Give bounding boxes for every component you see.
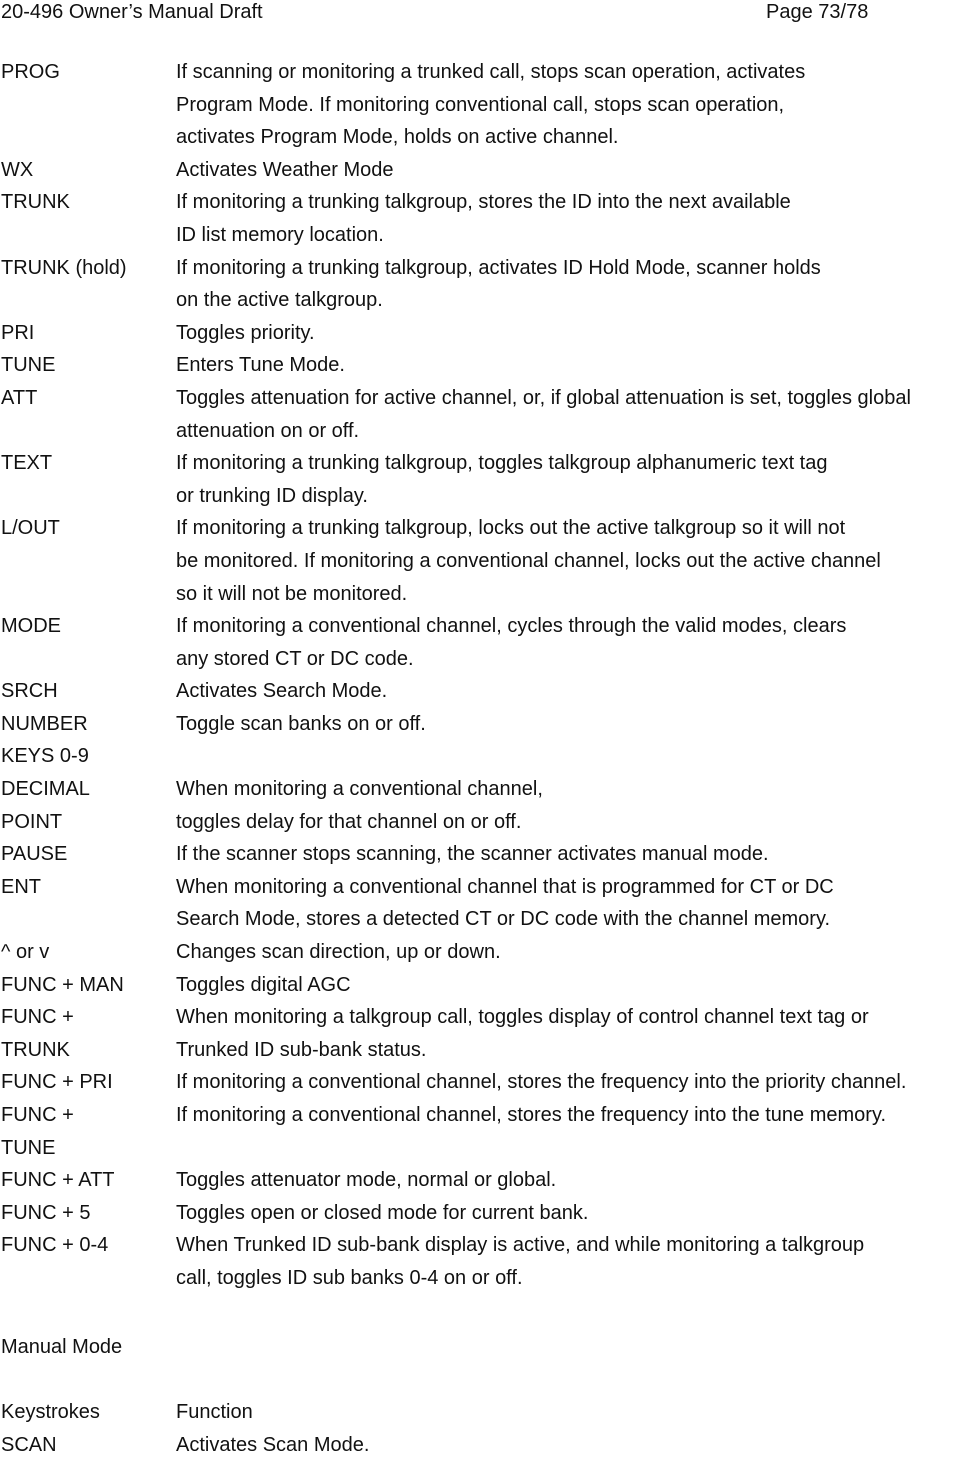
table-row <box>0 1164 967 1197</box>
table-row <box>0 480 967 513</box>
keystroke-label: POINT <box>1 810 63 833</box>
function-description: Toggles attenuation for active channel, or, if global attenuation is set, toggles global <box>176 386 911 409</box>
function-description: Trunked ID sub-bank status. <box>176 1038 427 1061</box>
keystroke-label: FUNC + PRI <box>1 1071 113 1094</box>
function-description: on the active talkgroup. <box>176 289 383 312</box>
keystroke-label: FUNC + 5 <box>1 1201 91 1224</box>
function-description: Toggles open or closed mode for current bank. <box>176 1201 589 1224</box>
table-row <box>0 643 967 676</box>
function-description: If monitoring a conventional channel, stores the frequency into the priority channel. <box>176 1071 907 1094</box>
table-row <box>0 56 967 89</box>
table-row <box>0 252 967 285</box>
function-description: If monitoring a trunking talkgroup, stores the ID into the next available <box>176 191 791 214</box>
keystroke-label: PROG <box>1 61 60 83</box>
function-description: Program Mode. If monitoring conventional call, stops scan operation, <box>176 93 785 116</box>
column-header-function: Function <box>176 1401 253 1423</box>
table-row <box>0 936 967 969</box>
function-description: call, toggles ID sub banks 0-4 on or off. <box>176 1266 523 1289</box>
table-row <box>0 773 967 806</box>
function-description: or trunking ID display. <box>176 484 368 507</box>
table-row <box>0 675 967 708</box>
keystroke-label: TUNE <box>1 1136 56 1159</box>
table-row <box>0 1229 967 1262</box>
keystroke-label: PAUSE <box>1 843 68 866</box>
function-description: Activates Scan Mode. <box>176 1433 370 1456</box>
keystroke-label: FUNC + 0-4 <box>1 1234 109 1257</box>
function-description: If the scanner stops scanning, the scanner activates manual mode. <box>176 843 769 866</box>
function-description: Toggle scan banks on or off. <box>176 712 426 735</box>
function-description: When monitoring a talkgroup call, toggles display of control channel text tag or <box>176 1006 869 1029</box>
table-row <box>0 284 967 317</box>
document-title: 20-496 Owner’s Manual Draft <box>1 1 263 23</box>
function-description: Enters Tune Mode. <box>176 354 345 377</box>
function-description: Activates Weather Mode <box>176 158 394 181</box>
keystroke-label: MODE <box>1 615 61 638</box>
table-row <box>0 806 967 839</box>
function-description: Toggles attenuator mode, normal or global. <box>176 1169 557 1192</box>
table-row <box>0 1262 967 1295</box>
keystroke-label: PRI <box>1 321 35 344</box>
keystroke-label: TUNE <box>1 354 56 377</box>
keystroke-label: NUMBER <box>1 712 88 735</box>
table-header-row <box>0 1396 967 1429</box>
function-description: Search Mode, stores a detected CT or DC code with the channel memory. <box>176 908 831 931</box>
function-description: If monitoring a trunking talkgroup, toggles talkgroup alphanumeric text tag <box>176 452 828 475</box>
function-description: If monitoring a trunking talkgroup, locks out the active talkgroup so it will not <box>176 517 846 540</box>
table-row <box>0 838 967 871</box>
function-description: so it will not be monitored. <box>176 582 408 605</box>
table-row <box>0 1034 967 1067</box>
keystroke-label: FUNC + ATT <box>1 1169 115 1192</box>
function-description: If monitoring a trunking talkgroup, activates ID Hold Mode, scanner holds <box>176 256 821 279</box>
table-row <box>0 447 967 480</box>
table-row <box>0 415 967 448</box>
table-row <box>0 903 967 936</box>
function-description: ID list memory location. <box>176 223 384 246</box>
table-row <box>0 89 967 122</box>
function-description: If monitoring a conventional channel, cycles through the valid modes, clears <box>176 615 847 638</box>
function-description: When Trunked ID sub-bank display is active, and while monitoring a talkgroup <box>176 1234 865 1257</box>
table-row <box>0 219 967 252</box>
function-description: When monitoring a conventional channel, <box>176 778 543 801</box>
keystroke-label: ^ or v <box>1 941 50 964</box>
table-row <box>0 1197 967 1230</box>
table-row <box>0 578 967 611</box>
table-row <box>0 349 967 382</box>
function-description: any stored CT or DC code. <box>176 647 414 670</box>
table-row <box>0 969 967 1002</box>
table-row <box>0 121 967 154</box>
function-description: Toggles priority. <box>176 321 315 344</box>
keystroke-label: TEXT <box>1 452 53 475</box>
table-row <box>0 1099 967 1132</box>
function-description: attenuation on or off. <box>176 419 360 442</box>
table-row <box>0 545 967 578</box>
function-description: Activates Search Mode. <box>176 680 388 703</box>
page-header <box>0 0 967 26</box>
keystroke-label: L/OUT <box>1 517 60 540</box>
table-row <box>0 512 967 545</box>
table-row <box>0 1429 967 1461</box>
function-description: Toggles digital AGC <box>176 973 351 996</box>
function-description: If monitoring a conventional channel, stores the frequency into the tune memory. <box>176 1104 887 1126</box>
table-row <box>0 1001 967 1034</box>
table-row <box>0 871 967 904</box>
keystroke-label: ENT <box>1 875 41 898</box>
keystroke-label: DECIMAL <box>1 778 90 801</box>
keystroke-label: ATT <box>1 386 38 409</box>
table-row <box>0 610 967 643</box>
table-row <box>0 1132 967 1165</box>
keystroke-label: SCAN <box>1 1433 57 1456</box>
table-row <box>0 1066 967 1099</box>
keystroke-label: FUNC + MAN <box>1 973 124 996</box>
table-row <box>0 740 967 773</box>
function-description: Changes scan direction, up or down. <box>176 941 501 964</box>
function-description: be monitored. If monitoring a conventional channel, locks out the active channel <box>176 549 881 572</box>
function-description: toggles delay for that channel on or off. <box>176 810 522 833</box>
table-row <box>0 382 967 415</box>
keystroke-label: TRUNK (hold) <box>1 256 127 279</box>
function-description: activates Program Mode, holds on active channel. <box>176 126 619 149</box>
column-header-keystrokes: Keystrokes <box>1 1401 100 1423</box>
keystroke-label: TRUNK <box>1 191 70 214</box>
keystroke-label: FUNC + <box>1 1104 74 1126</box>
page-number: Page 73/78 <box>766 1 869 23</box>
keystroke-label: TRUNK <box>1 1038 70 1061</box>
section-heading-manual-mode: Manual Mode <box>1 1336 123 1358</box>
table-row <box>0 708 967 741</box>
keystroke-table <box>0 56 967 1295</box>
function-description: When monitoring a conventional channel that is programmed for CT or DC <box>176 875 834 898</box>
keystroke-label: WX <box>1 158 34 181</box>
keystroke-label: FUNC + <box>1 1006 74 1029</box>
table-row <box>0 154 967 187</box>
function-description: If scanning or monitoring a trunked call, stops scan operation, activates <box>176 61 806 83</box>
manual-mode-table <box>0 1396 967 1461</box>
table-row <box>0 186 967 219</box>
table-row <box>0 317 967 350</box>
keystroke-label: KEYS 0-9 <box>1 745 89 768</box>
keystroke-label: SRCH <box>1 680 58 703</box>
